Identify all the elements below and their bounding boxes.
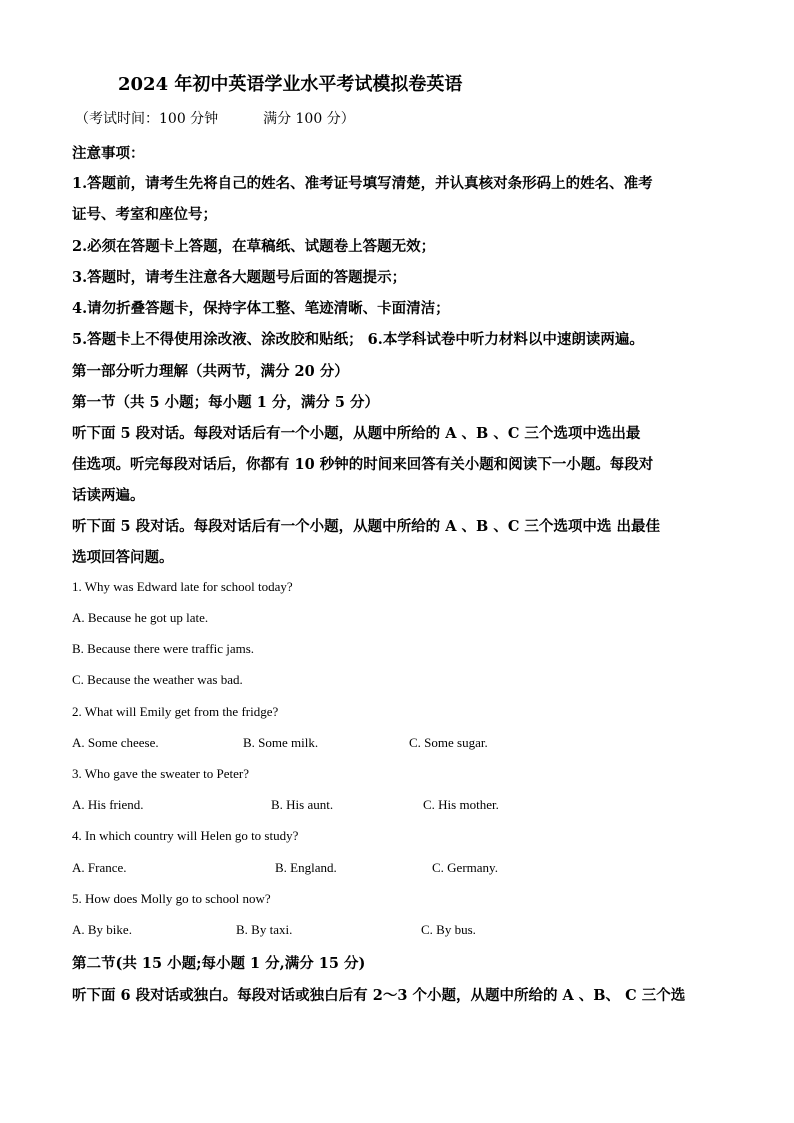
option-b: B. Because there were traffic jams. — [72, 641, 255, 656]
option-b: B. His aunt. — [271, 797, 334, 812]
exam-info — [75, 108, 355, 128]
note-line: 证号、考室和座位号； — [72, 206, 217, 223]
option-b: B. By taxi. — [236, 922, 293, 937]
question-stem: 2. What will Emily get from the fridge? — [72, 704, 279, 719]
section1-heading: 第一节（共 5 小题；每小题 1 分，满分 5 分） — [72, 394, 380, 411]
option-b: B. Some milk. — [243, 735, 319, 750]
exam-time: （考试时间：100 分钟 — [75, 111, 219, 127]
option-c: C. Because the weather was bad. — [72, 672, 243, 687]
exam-score: 满分 100 分） — [263, 111, 355, 127]
option-c: C. By bus. — [421, 922, 476, 937]
section1-instruction: 选项回答问题。 — [72, 549, 174, 566]
option-a: A. Because he got up late. — [72, 610, 209, 625]
section1-instruction: 听下面 5 段对话。每段对话后有一个小题，从题中所给的 A 、B 、C 三个选项中选 出最佳 — [72, 518, 660, 535]
option-a: A. France. — [72, 860, 127, 875]
notes-heading: 注意事项： — [72, 145, 145, 162]
option-a: A. By bike. — [72, 922, 132, 937]
question-stem: 1. Why was Edward late for school today? — [72, 579, 293, 594]
section2-heading: 第二节(共 15 小题;每小题 1 分,满分 15 分) — [72, 955, 366, 972]
option-a: A. His friend. — [72, 797, 144, 812]
note-line: 2.必须在答题卡上答题，在草稿纸、试题卷上答题无效； — [72, 238, 436, 255]
question-stem: 4. In which country will Helen go to study? — [72, 828, 299, 843]
section2-instruction: 听下面 6 段对话或独白。每段对话或独白后有 2～3 个小题，从题中所给的 A 、B、 C 三个选 — [72, 987, 686, 1004]
exam-title: 2024 年初中英语学业水平考试模拟卷英语 — [118, 74, 463, 95]
option-c: C. Some sugar. — [409, 735, 488, 750]
option-a: A. Some cheese. — [72, 735, 159, 750]
note-line: 4.请勿折叠答题卡，保持字体工整、笔迹清晰、卡面清洁； — [72, 300, 450, 317]
note-line: 5.答题卡上不得使用涂改液、涂改胶和贴纸； 6.本学科试卷中听力材料以中速朗读两遍。 — [72, 331, 644, 348]
part1-heading: 第一部分听力理解（共两节，满分 20 分） — [72, 363, 349, 380]
section1-instruction: 听下面 5 段对话。每段对话后有一个小题，从题中所给的 A 、B 、C 三个选项中选出最 — [72, 425, 641, 442]
note-line: 3.答题时，请考生注意各大题题号后面的答题提示； — [72, 269, 407, 286]
option-c: C. Germany. — [432, 860, 498, 875]
note-line: 1.答题前，请考生先将自己的姓名、准考证号填写清楚，并认真核对条形码上的姓名、准考 — [72, 175, 653, 192]
question-stem: 3. Who gave the sweater to Peter? — [72, 766, 249, 781]
section1-instruction: 话读两遍。 — [72, 487, 145, 504]
section1-instruction: 佳选项。听完每段对话后，你都有 10 秒钟的时间来回答有关小题和阅读下一小题。每段对 — [72, 456, 654, 473]
option-c: C. His mother. — [423, 797, 499, 812]
option-b: B. England. — [275, 860, 337, 875]
question-stem: 5. How does Molly go to school now? — [72, 891, 271, 906]
